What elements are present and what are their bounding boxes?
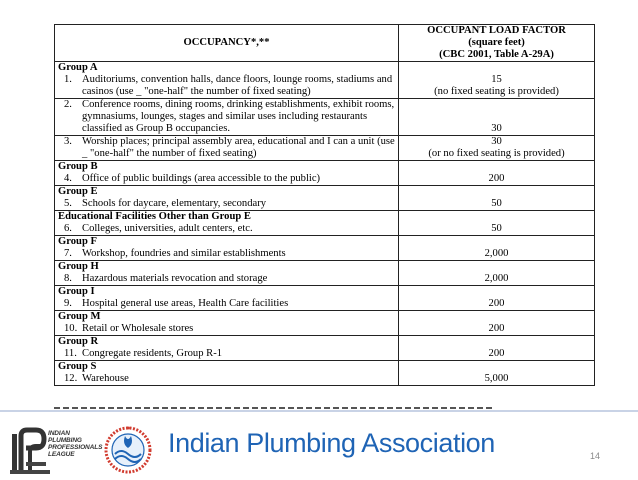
load-factor-value: 15	[491, 74, 502, 85]
item-number: 3.	[64, 136, 72, 147]
occupancy-item	[58, 273, 395, 285]
load-factor-value: 200	[488, 173, 505, 184]
group-heading: Educational Facilities Other than Group E	[58, 211, 251, 222]
ippl-logo-line: PROFESSIONALS	[48, 444, 103, 451]
ippl-logo-line: LEAGUE	[48, 451, 75, 458]
table-row	[55, 136, 595, 161]
load-factor-cell	[399, 336, 595, 361]
occupancy-item	[58, 373, 395, 385]
group-heading: Group E	[58, 186, 98, 197]
item-number: 2.	[64, 99, 72, 110]
occupancy-cell	[55, 161, 399, 186]
group-heading: Group F	[58, 236, 97, 247]
load-factor-cell	[399, 211, 595, 236]
table-row	[55, 62, 595, 99]
item-text: Colleges, universities, adult centers, etc.	[82, 223, 253, 234]
load-factor-value: 50	[491, 198, 502, 209]
occupancy-cell	[55, 211, 399, 236]
load-factor-cell	[399, 311, 595, 336]
item-number: 1.	[64, 74, 72, 85]
load-factor-cell	[399, 62, 595, 99]
item-text: Worship places; principal assembly area, educational and I can a unit (use _ "one-half" the number of fixed seating)	[82, 136, 395, 159]
group-heading: Group R	[58, 336, 99, 347]
occupancy-item	[58, 348, 395, 360]
item-number: 9.	[64, 298, 72, 309]
load-factor-value: 2,000	[484, 273, 509, 284]
table-row	[55, 286, 595, 311]
load-factor-value: 30	[491, 123, 502, 134]
group-heading: Group B	[58, 161, 98, 172]
group-heading: Group H	[58, 261, 99, 272]
load-factor-header-line: (CBC 2001, Table A-29A)	[439, 49, 554, 60]
occupancy-cell	[55, 261, 399, 286]
table-row	[55, 236, 595, 261]
table-header-row	[55, 25, 595, 62]
page-number: 14	[590, 451, 601, 461]
item-number: 12.	[64, 373, 78, 384]
association-title: Indian Plumbing Association	[168, 428, 495, 458]
occupancy-cell	[55, 186, 399, 211]
occupancy-cell	[55, 136, 399, 161]
occupancy-header: OCCUPANCY*,**	[55, 25, 399, 62]
occupancy-item	[58, 223, 395, 235]
item-text: Hospital general use areas, Health Care facilities	[82, 298, 289, 309]
item-number: 6.	[64, 223, 72, 234]
occupancy-item	[58, 298, 395, 310]
load-factor-value: 200	[488, 348, 505, 359]
item-number: 8.	[64, 273, 72, 284]
item-number: 10.	[64, 323, 78, 334]
load-factor-value: 200	[488, 323, 505, 334]
item-number: 11.	[64, 348, 77, 359]
ipa-seal-logo	[103, 424, 153, 476]
table-row	[55, 361, 595, 386]
load-factor-value: 30	[491, 136, 502, 147]
load-factor-value: 200	[488, 298, 505, 309]
load-factor-header-line: OCCUPANT LOAD FACTOR	[427, 25, 566, 36]
group-heading: Group S	[58, 361, 97, 372]
item-number: 7.	[64, 248, 72, 259]
item-text: Retail or Wholesale stores	[82, 323, 194, 334]
load-factor-header	[399, 25, 595, 62]
occupancy-item	[58, 99, 395, 135]
load-factor-note: (no fixed seating is provided)	[434, 86, 559, 97]
table-row	[55, 99, 595, 136]
ippl-logo-line: PLUMBING	[48, 437, 82, 444]
load-factor-value: 50	[491, 223, 502, 234]
item-text: Congregate residents, Group R-1	[82, 348, 223, 359]
occupancy-item	[58, 248, 395, 260]
table-body	[55, 62, 595, 386]
load-factor-value: 5,000	[484, 373, 509, 384]
occupancy-table	[54, 24, 595, 386]
item-text: Hazardous materials revocation and storage	[82, 273, 268, 284]
load-factor-cell	[399, 261, 595, 286]
ippl-logo-text	[48, 430, 103, 458]
load-factor-note: (or no fixed seating is provided)	[428, 148, 565, 159]
load-factor-cell	[399, 136, 595, 161]
table-row	[55, 186, 595, 211]
group-heading: Group I	[58, 286, 95, 297]
slide-footer	[0, 412, 638, 478]
table-row	[55, 311, 595, 336]
item-text: Conference rooms, dining rooms, drinking establishments, exhibit rooms, gymnasiums, lounges, stages and similar uses including restaurants classified as Group B occupancies.	[82, 99, 395, 134]
item-number: 5.	[64, 198, 72, 209]
load-factor-cell	[399, 99, 595, 136]
occupancy-item	[58, 173, 395, 185]
occupancy-item	[58, 136, 395, 160]
load-factor-value: 2,000	[484, 248, 509, 259]
table-row	[55, 336, 595, 361]
occupancy-cell	[55, 336, 399, 361]
item-text: Schools for daycare, elementary, secondary	[82, 198, 267, 209]
item-text: Auditoriums, convention halls, dance floors, lounge rooms, stadiums and casinos (use _ "one-half" the number of fixed seating)	[82, 74, 393, 97]
footnote-dots	[54, 407, 494, 409]
group-heading: Group A	[58, 62, 98, 73]
occupancy-item	[58, 198, 395, 210]
occupancy-cell	[55, 311, 399, 336]
occupancy-item	[58, 74, 395, 98]
item-text: Office of public buildings (area accessible to the public)	[82, 173, 321, 184]
occupancy-cell	[55, 286, 399, 311]
table-row	[55, 161, 595, 186]
group-heading: Group M	[58, 311, 101, 322]
load-factor-cell	[399, 161, 595, 186]
item-text: Workshop, foundries and similar establishments	[82, 248, 286, 259]
item-text: Warehouse	[82, 373, 129, 384]
occupancy-cell	[55, 99, 399, 136]
load-factor-cell	[399, 236, 595, 261]
occupancy-cell	[55, 62, 399, 99]
occupancy-cell	[55, 236, 399, 261]
table-row	[55, 261, 595, 286]
occupancy-item	[58, 323, 395, 335]
load-factor-cell	[399, 361, 595, 386]
table-row	[55, 211, 595, 236]
load-factor-cell	[399, 286, 595, 311]
load-factor-cell	[399, 186, 595, 211]
occupancy-cell	[55, 361, 399, 386]
load-factor-header-line: (square feet)	[468, 37, 525, 48]
item-number: 4.	[64, 173, 72, 184]
ippl-logo-line: INDIAN	[48, 430, 70, 437]
occupancy-table-region	[54, 24, 637, 410]
